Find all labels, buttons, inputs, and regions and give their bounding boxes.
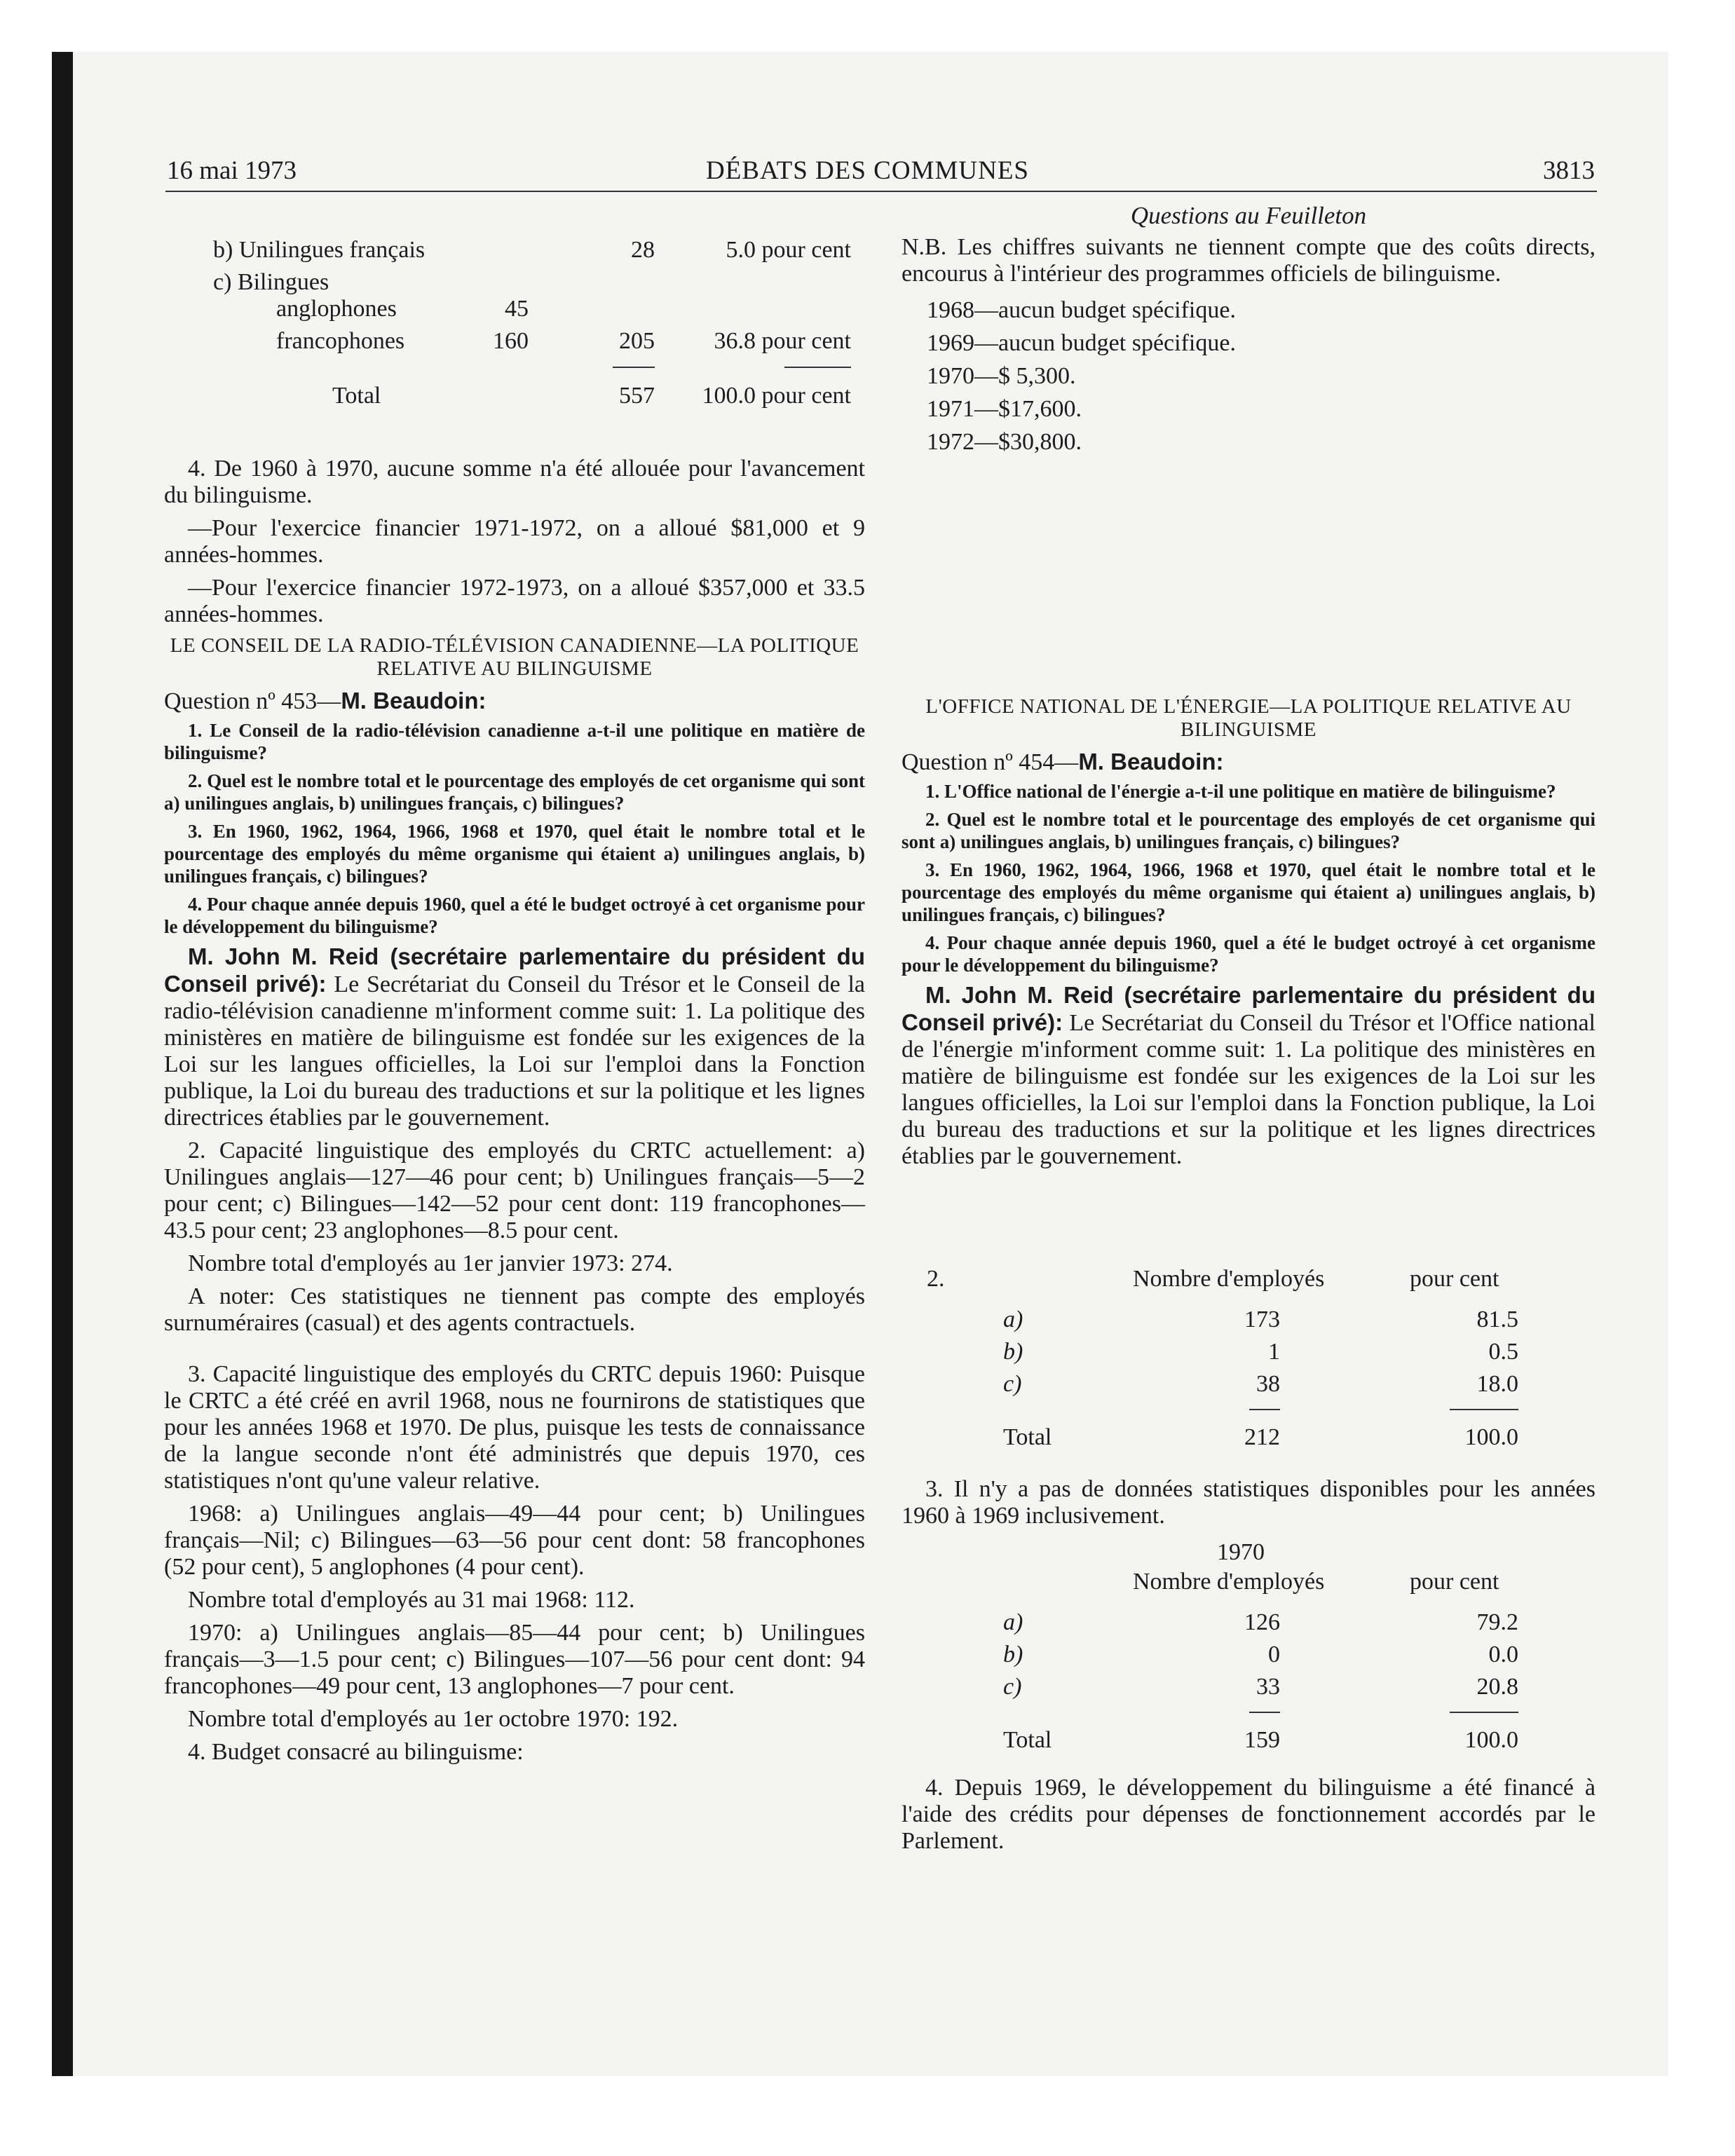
answer-paragraph — [901, 982, 1595, 1170]
row-label: b) — [1003, 1642, 1023, 1667]
row-count: 38 — [1256, 1371, 1280, 1397]
row-percent: 18.0 — [1476, 1371, 1518, 1397]
table-row — [901, 1674, 1595, 1706]
row-label: c) — [1003, 1674, 1022, 1700]
section-title: L'OFFICE NATIONAL DE L'ÉNERGIE—LA POLITIQUE RELATIVE AU BILINGUISME — [925, 695, 1572, 741]
row-total: 205 — [619, 328, 655, 354]
row-label: b) — [1003, 1339, 1023, 1365]
row-subtotal: 160 — [493, 328, 529, 354]
question-item: 2. Quel est le nombre total et le pourcentage des employés de cet organisme qui sont a) unilingues anglais, b) unilingues français, c) bilingues? — [164, 770, 865, 814]
answer-paragraph — [164, 943, 865, 1131]
employee-table — [901, 1266, 1595, 1466]
budget-line: 1972—$30,800. — [927, 429, 1082, 455]
row-label: b) Unilingues français — [213, 237, 426, 263]
total-label: Total — [1003, 1424, 1052, 1450]
row-subtotal: 45 — [505, 296, 529, 322]
paragraph: 1968: a) Unilingues anglais—49—44 pour cent; b) Unilingues français—Nil; c) Bilingues—63—56 pour cent dont: 58 francophones (52 pour cent), 5 anglophones (4 pour cent). — [164, 1501, 865, 1580]
question-member: M. Beaudoin: — [341, 688, 487, 714]
question-item: 1. Le Conseil de la radio-télévision canadienne a-t-il une politique en matière de bilinguisme? — [164, 720, 865, 763]
row-percent: 0.5 — [1488, 1339, 1518, 1365]
paragraph: Nombre total d'employés au 1er janvier 1973: 274. — [188, 1250, 673, 1276]
sum-rule — [1249, 1409, 1280, 1410]
column-header: pour cent — [1410, 1569, 1499, 1595]
total-count: 212 — [1244, 1424, 1280, 1450]
paragraph: 4. De 1960 à 1970, aucune somme n'a été allouée pour l'avancement du bilinguisme. — [164, 456, 865, 508]
table-year: 1970 — [1217, 1539, 1265, 1565]
row-count: 1 — [1268, 1339, 1280, 1365]
row-percent: 5.0 pour cent — [726, 237, 851, 263]
table-total-row — [901, 1424, 1595, 1456]
row-percent: 0.0 — [1488, 1642, 1518, 1667]
column-header: pour cent — [1410, 1266, 1499, 1292]
header-rule — [165, 191, 1597, 192]
question-item: 4. Pour chaque année depuis 1960, quel a été le budget octroyé à cet organisme pour le développement du bilinguisme? — [164, 894, 865, 937]
answer-text: Le Secrétariat du Conseil du Trésor et l'Office national de l'énergie m'informent comme suit: 1. La politique des ministères en matière de bilinguisme est fondée sur les exigences de la Loi sur les langues officielles, la Loi sur l'emploi dans la Fonction publique, la Loi du bureau des traductions et sur la politique et les lignes directrices établies par le gouvernement. — [901, 1010, 1595, 1169]
row-label: a) — [1003, 1609, 1023, 1635]
header-page-number: 3813 — [1543, 156, 1595, 185]
staff-table — [164, 237, 865, 456]
row-percent: 20.8 — [1476, 1674, 1518, 1700]
answer-text: Le Secrétariat du Conseil du Trésor et le Conseil de la radio-télévision canadienne m'informent comme suit: 1. La politique des ministères en matière de bilinguisme est fondée sur les exigences de la Loi sur les langues officielles, la Loi sur l'emploi dans la Fonction publique, la Loi du bureau des traductions et sur la politique et les lignes directrices établies par le gouvernement. — [164, 971, 866, 1131]
question-heading — [901, 749, 1595, 776]
scan-border — [0, 0, 52, 2156]
row-label: francophones — [276, 328, 405, 354]
row-count: 33 — [1256, 1674, 1280, 1700]
paragraph: A noter: Ces statistiques ne tiennent pas compte des employés surnuméraires (casual) et des agents contractuels. — [164, 1283, 865, 1336]
table-row — [164, 296, 865, 328]
paragraph: 2. Capacité linguistique des employés du CRTC actuellement: a) Unilingues anglais—127—46 pour cent; b) Unilingues français—5—2 pour cent; c) Bilingues—142—52 pour cent dont: 119 francophones—43.5 pour cent; 23 anglophones—8.5 pour cent. — [164, 1138, 865, 1243]
employee-table-1970 — [901, 1539, 1595, 1775]
row-label: c) — [1003, 1371, 1022, 1397]
total-label: Total — [332, 383, 381, 409]
paragraph: Nombre total d'employés au 1er octobre 1970: 192. — [188, 1706, 679, 1732]
column-header: Nombre d'employés — [1133, 1266, 1325, 1292]
left-column — [164, 202, 865, 1772]
table-number: 2. — [927, 1266, 945, 1292]
header-title: DÉBATS DES COMMUNES — [705, 156, 1029, 185]
row-label: a) — [1003, 1306, 1023, 1332]
sum-rule — [1450, 1409, 1518, 1410]
total-percent: 100.0 — [1464, 1424, 1518, 1450]
question-number: Question nº 454— — [901, 749, 1079, 775]
table-row — [901, 1371, 1595, 1403]
table-total-row — [901, 1727, 1595, 1759]
paragraph: 4. Budget consacré au bilinguisme: — [188, 1739, 524, 1765]
paragraph: 3. Il n'y a pas de données statistiques disponibles pour les années 1960 à 1969 inclusivement. — [901, 1476, 1595, 1529]
table-header-row — [901, 1266, 1595, 1298]
sum-rule — [613, 367, 655, 368]
section-title: LE CONSEIL DE LA RADIO-TÉLÉVISION CANADIENNE—LA POLITIQUE RELATIVE AU BILINGUISME — [170, 634, 859, 680]
paragraph: —Pour l'exercice financier 1971-1972, on a alloué $81,000 et 9 années-hommes. — [164, 515, 865, 568]
question-heading — [164, 688, 865, 715]
question-item: 2. Quel est le nombre total et le pourcentage des employés de cet organisme qui sont a) unilingues anglais, b) unilingues français, c) bilingues? — [901, 809, 1595, 852]
question-number: Question nº 453— — [164, 688, 341, 714]
question-item: 3. En 1960, 1962, 1964, 1966, 1968 et 1970, quel était le nombre total et le pourcentage des employés du même organisme qui étaient a) unilingues anglais, b) unilingues français, c) bilingues? — [164, 821, 865, 887]
question-item: 4. Pour chaque année depuis 1960, quel a été le budget octroyé à cet organisme pour le développement du bilinguisme? — [901, 932, 1595, 976]
row-count: 173 — [1244, 1306, 1280, 1332]
total-percent: 100.0 — [1464, 1727, 1518, 1753]
total-label: Total — [1003, 1727, 1052, 1753]
table-row — [901, 1339, 1595, 1371]
answer-speaker: M. John M. Reid (secrétaire parlementaire du président du Conseil privé): — [164, 943, 865, 997]
table-year-row — [901, 1539, 1595, 1571]
table-row — [164, 237, 865, 269]
row-percent: 36.8 pour cent — [714, 328, 851, 354]
question-item: 3. En 1960, 1962, 1964, 1966, 1968 et 1970, quel était le nombre total et le pourcentage des employés du même organisme qui étaient a) unilingues anglais, b) unilingues français, c) bilingues? — [901, 859, 1595, 925]
answer-speaker: M. John M. Reid (secrétaire parlementaire du président du Conseil privé): — [901, 982, 1595, 1035]
table-row — [901, 1609, 1595, 1642]
paragraph: N.B. Les chiffres suivants ne tiennent compte que des coûts directs, encourus à l'intérieur des programmes officiels de bilinguisme. — [901, 234, 1595, 287]
table-total-row — [164, 383, 865, 415]
header-date: 16 mai 1973 — [167, 156, 297, 185]
paragraph: —Pour l'exercice financier 1972-1973, on a alloué $357,000 et 33.5 années-hommes. — [164, 575, 865, 627]
right-column — [901, 202, 1595, 1861]
table-row — [164, 328, 865, 360]
total-count: 159 — [1244, 1727, 1280, 1753]
budget-line: 1971—$17,600. — [927, 396, 1082, 422]
budget-line: 1970—$ 5,300. — [927, 363, 1076, 389]
question-member: M. Beaudoin: — [1078, 749, 1224, 775]
question-item: 1. L'Office national de l'énergie a-t-il une politique en matière de bilinguisme? — [925, 781, 1556, 802]
sum-rule — [1450, 1712, 1518, 1713]
table-row — [901, 1306, 1595, 1339]
table-row — [901, 1642, 1595, 1674]
table-header-row — [901, 1569, 1595, 1601]
paragraph: 1970: a) Unilingues anglais—85—44 pour cent; b) Unilingues français—3—1.5 pour cent; c) Bilingues—107—56 pour cent dont: 94 francophones—49 pour cent, 13 anglophones—7 pour cent. — [164, 1620, 865, 1699]
sum-rule — [784, 367, 851, 368]
budget-line: 1968—aucun budget spécifique. — [927, 297, 1236, 323]
row-label: anglophones — [276, 296, 397, 322]
row-count: 0 — [1268, 1642, 1280, 1667]
row-label: c) Bilingues — [213, 269, 329, 295]
column-header: Nombre d'employés — [1133, 1569, 1325, 1595]
paragraph: 3. Capacité linguistique des employés du CRTC depuis 1960: Puisque le CRTC a été créé en avril 1968, nous ne fournirons de statistiques que pour les années 1968 et 1970. De plus, puisque les tests de connaissance de la langue seconde n'ont été administrés que depuis 1970, ces statistiques n'ont qu'une valeur relative. — [164, 1361, 865, 1494]
total-percent: 100.0 pour cent — [702, 383, 851, 409]
paragraph: 4. Depuis 1969, le développement du bilinguisme a été financé à l'aide des crédits pour dépenses de fonctionnement accordés par le Parlement. — [901, 1775, 1595, 1854]
row-percent: 79.2 — [1476, 1609, 1518, 1635]
running-head: Questions au Feuilleton — [1130, 202, 1367, 229]
paragraph: Nombre total d'employés au 31 mai 1968: 112. — [188, 1587, 635, 1613]
row-count: 126 — [1244, 1609, 1280, 1635]
row-percent: 81.5 — [1476, 1306, 1518, 1332]
budget-line: 1969—aucun budget spécifique. — [927, 330, 1236, 356]
total-value: 557 — [619, 383, 655, 409]
row-total: 28 — [631, 237, 655, 263]
sum-rule — [1249, 1712, 1280, 1713]
